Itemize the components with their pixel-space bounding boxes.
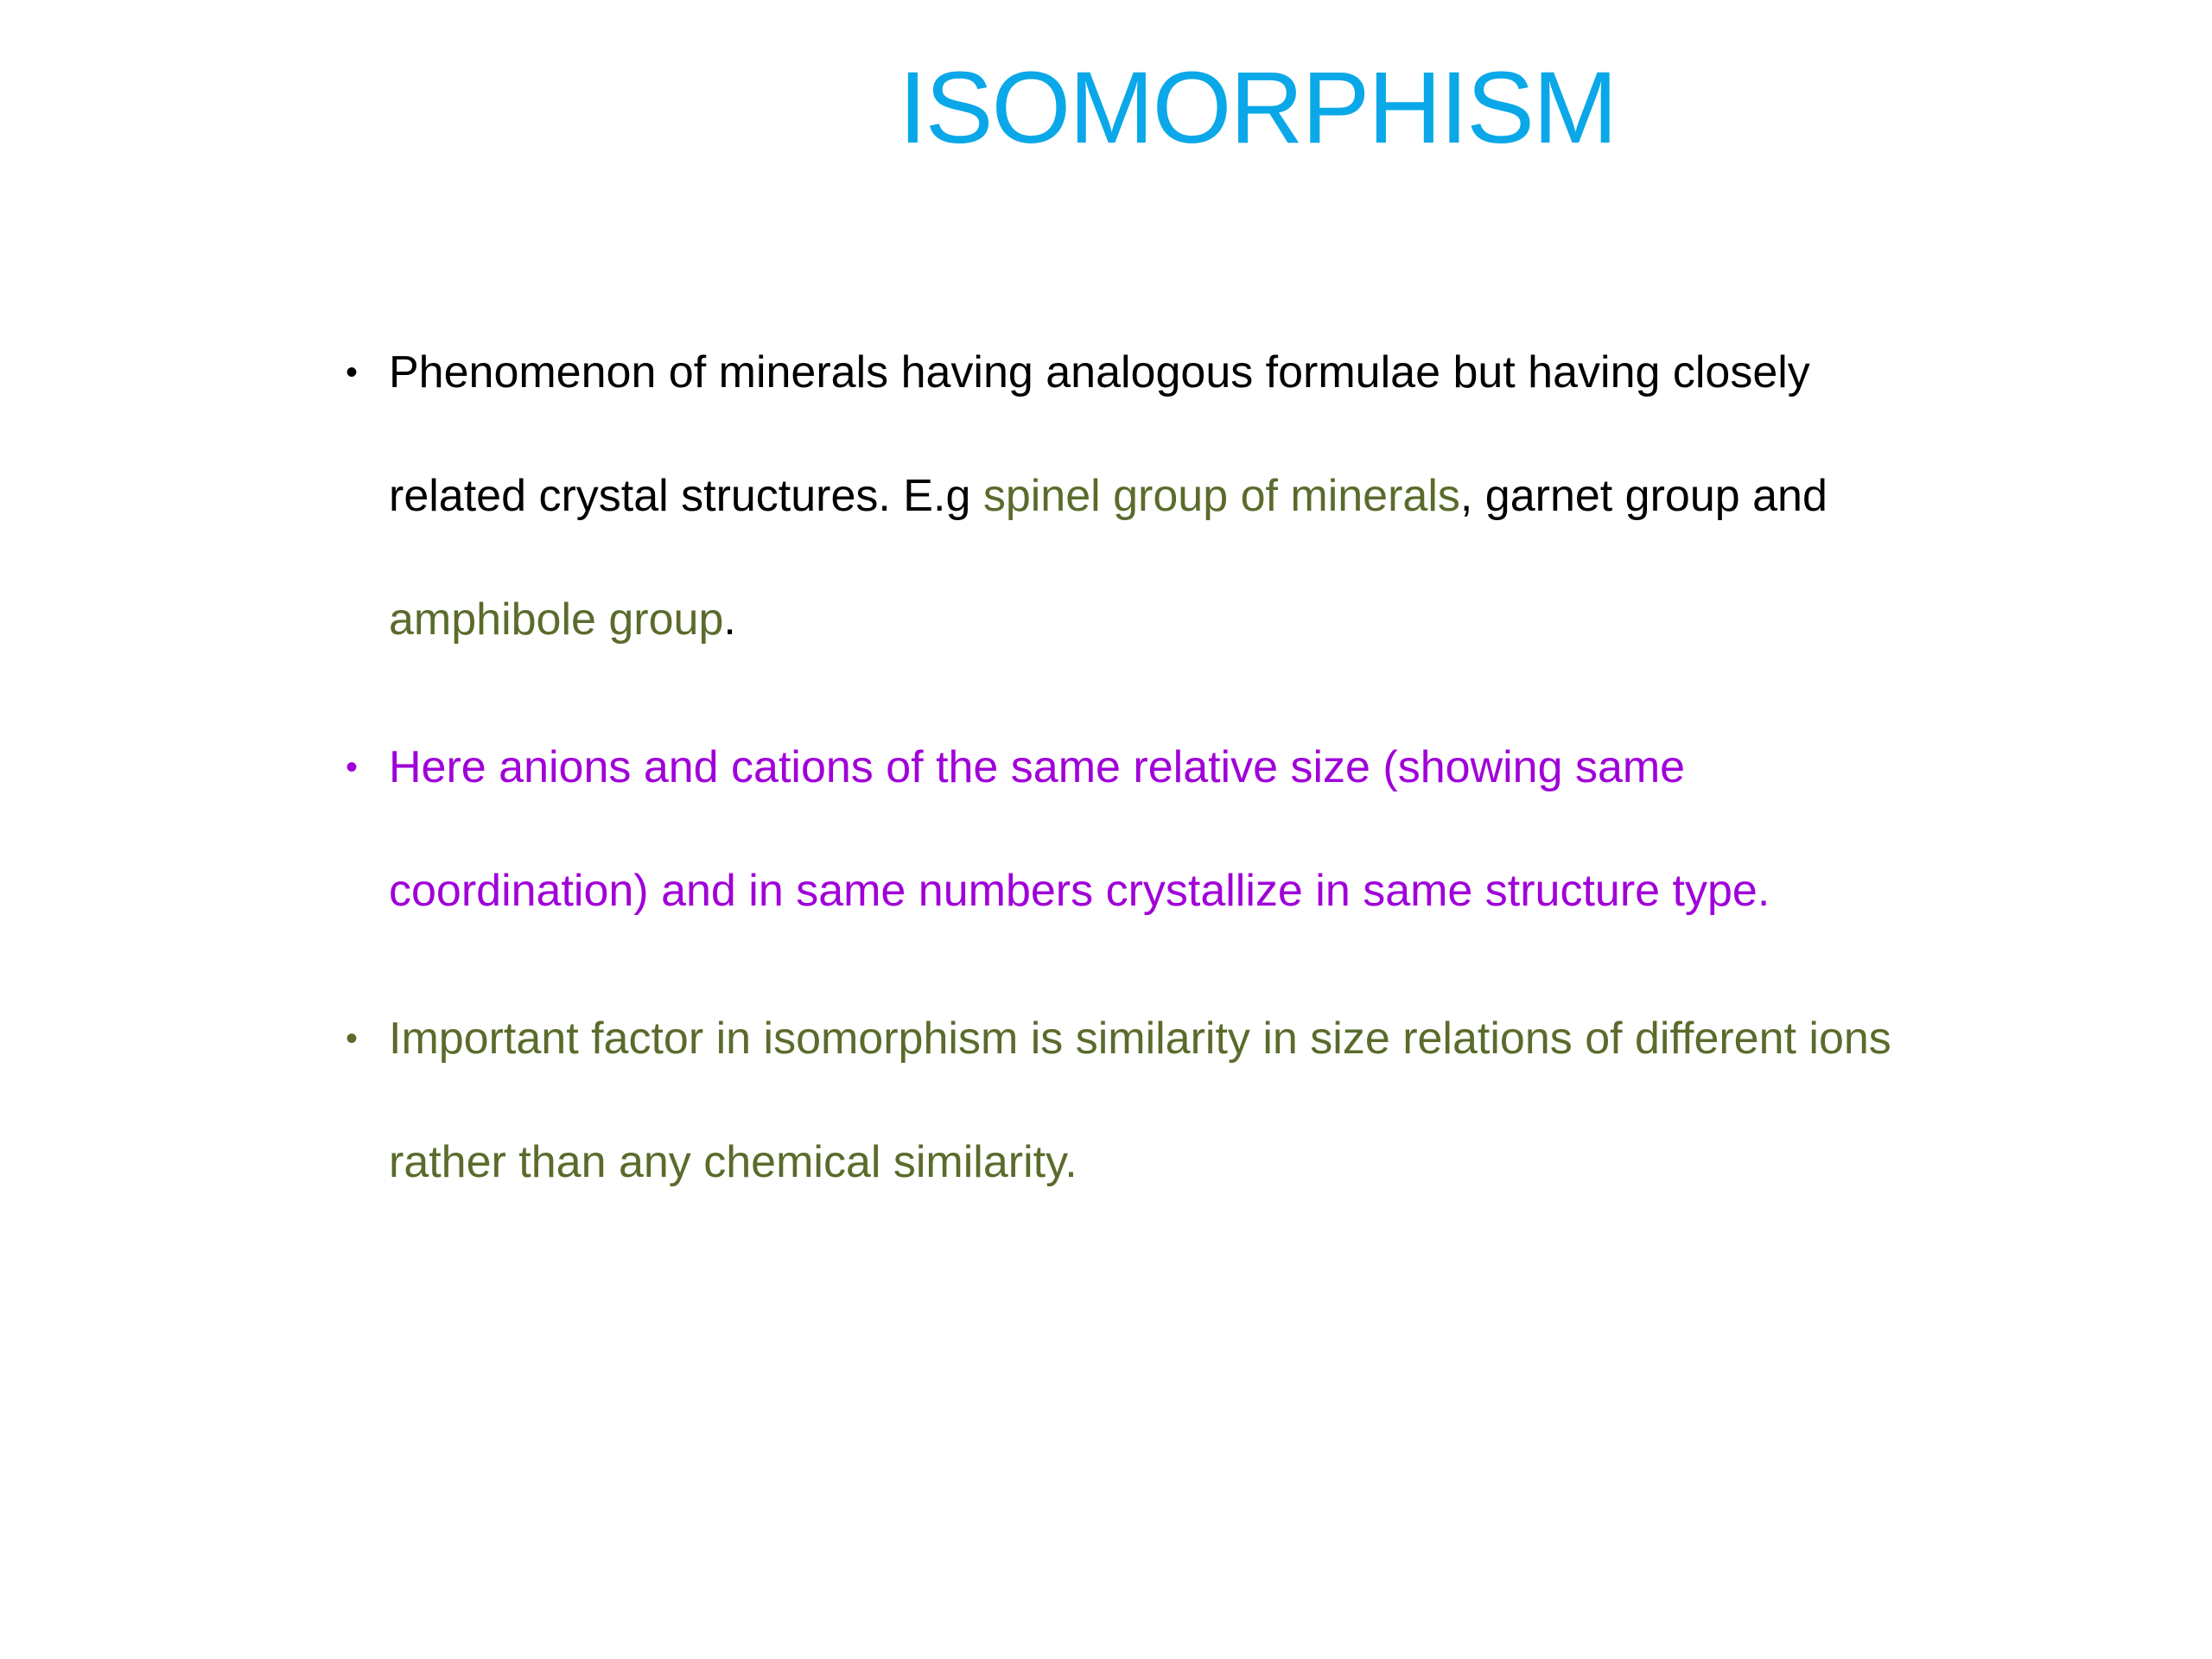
bullet-3-text: Important factor in isomorphism is similarity in size relations of different ions rather than any chemical similarity.	[389, 1014, 1904, 1187]
bullet-dot-icon: •	[346, 1020, 359, 1058]
bullet-1-period: .	[723, 594, 736, 645]
bullet-1-text: Phenomenon of minerals having analogous formulae but having closely related crystal structures. E.g	[389, 347, 1823, 521]
bullet-2-text: Here anions and cations of the same relative size (showing same coordination) and in same numbers crystallize in same structure type.	[389, 742, 1770, 916]
bullet-item-3	[346, 977, 1944, 1224]
slide-title: ISOMORPHISM	[899, 51, 1617, 165]
bullet-item-1	[346, 311, 1944, 682]
bullet-dot-icon: •	[346, 748, 359, 786]
bullet-1-highlight-amphibole: amphibole group	[389, 594, 724, 645]
bullet-list	[346, 311, 1944, 1249]
bullet-dot-icon: •	[346, 353, 359, 391]
bullet-item-2	[346, 706, 1944, 953]
bullet-1-highlight-spinel: spinel group of minerals	[982, 471, 1460, 521]
bullet-1-text-garnet: , garnet group and	[1459, 471, 1840, 521]
